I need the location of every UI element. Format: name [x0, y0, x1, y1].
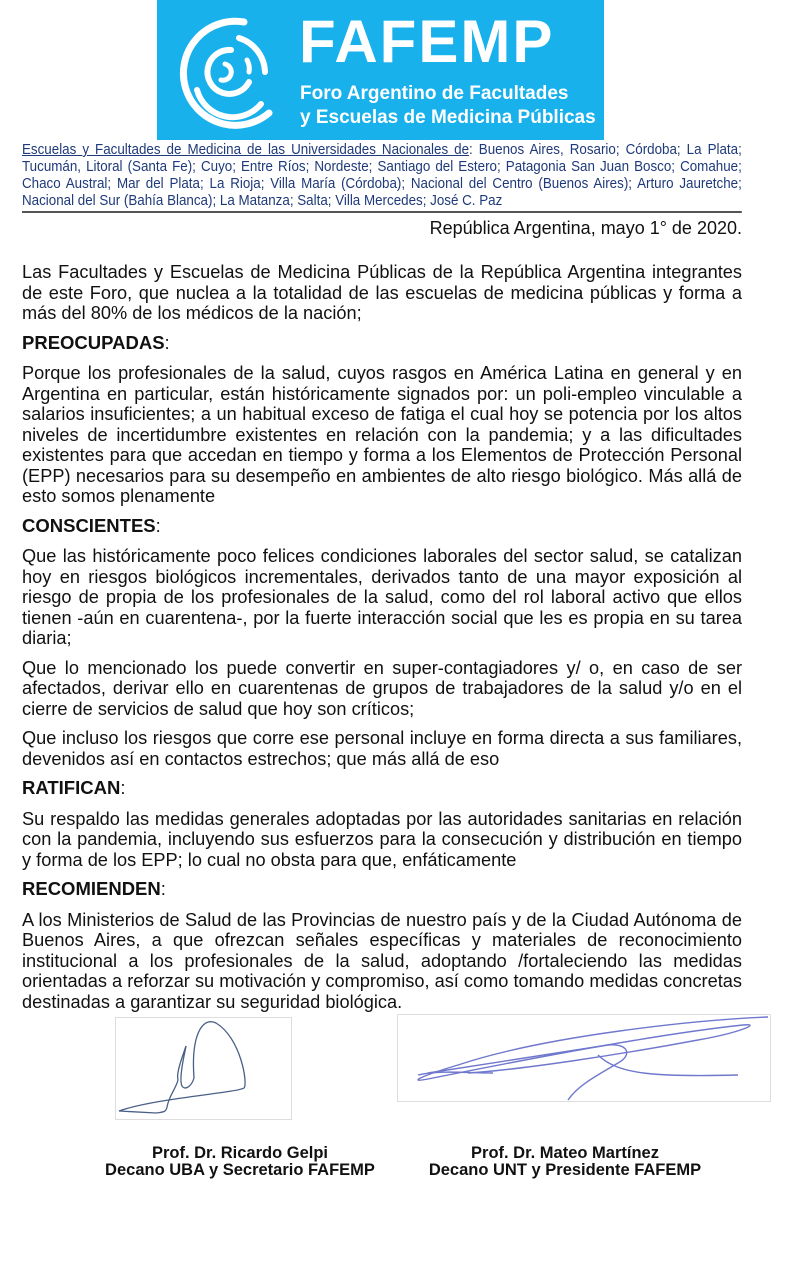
section-heading: RATIFICAN:: [22, 777, 126, 798]
paragraph: A los Ministerios de Salud de las Provincias de nuestro país y de la Ciudad Autónoma de Buenos Aires, a que ofrezcan señales específicas y materiales de reconocimiento institucional a los profesionales de la salud, adoptando /fortaleciendo las medidas orientadas a reforzar su motivación y compromiso, así como tomando medidas concretas destinadas a garantizar su seguridad biológica.: [22, 909, 742, 1012]
fafemp-banner: [157, 0, 604, 140]
paragraph: Su respaldo las medidas generales adoptadas por las autoridades sanitarias en relación con la pandemia, incluyendo sus esfuerzos para la consecución y distribución en tiempo y forma de los EPP; lo cual no obsta para que, enfáticamente: [22, 808, 742, 870]
signer-role: Decano UBA y Secretario FAFEMP: [105, 1161, 375, 1179]
signature-image-martinez: [397, 1014, 771, 1102]
section-heading: PREOCUPADAS:: [22, 331, 170, 353]
brand-subtitle-line1: Foro Argentino de Facultades: [300, 83, 569, 104]
member-universities: [22, 142, 742, 213]
paragraph: Que las históricamente poco felices condiciones laborales del sector salud, se catalizan hoy en riesgos biológicos incrementales, derivados tanto de una mayor exposición al riesgo de propia de los profesionales de la salud, como del rol laboral activo que ellos tienen -aún en cuarentena-, por la fuerte interacción social que les es propia en su tarea diaria;: [22, 546, 742, 648]
brand-name: FAFEMP: [299, 8, 555, 75]
signature-image-gelpi: [115, 1017, 292, 1120]
brand-subtitle-line2: y Escuelas de Medicina Públicas: [300, 107, 596, 128]
section-heading: RECOMIENDEN:: [22, 878, 166, 899]
universities-list: : Buenos Aires, Rosario; Córdoba; La Plata; Tucumán, Litoral (Santa Fe); Cuyo; Entre Ríos; Nordeste; Santiago del Estero; Patagonia San Juan Bosco; Comahue; Chaco Austral; Mar del Plata; La Rioja; Villa María (Córdoba); Nacional del Centro (Buenos Aires); Arturo Jauretche; Nacional del Sur (Bahía Blanca); La Matanza; Salta; Villa Mercedes; José C. Paz: [22, 142, 742, 209]
date-line: República Argentina, mayo 1° de 2020.: [429, 218, 742, 238]
signer-name: Prof. Dr. Ricardo Gelpi: [151, 1144, 329, 1162]
paragraph: Que incluso los riesgos que corre ese personal incluye en forma directa a sus familiares, devenidos así en contactos estrechos; que más allá de eso: [22, 728, 742, 769]
paragraph: Que lo mencionado los puede convertir en super-contagiadores y/ o, en caso de ser afectados, derivar ello en cuarentenas de grupos de trabajadores de la salud y/o en el cierre de servicios de salud que hoy son críticos;: [22, 657, 742, 719]
section-heading: CONSCIENTES:: [22, 514, 161, 536]
handwritten-signature-icon: [116, 1018, 291, 1119]
handwritten-signature-icon: [398, 1015, 770, 1101]
letter-body: [22, 262, 742, 1021]
intro-paragraph: Las Facultades y Escuelas de Medicina Públicas de la República Argentina integrantes de este Foro, que nuclea a la totalidad de las escuelas de medicina públicas y forma a más del 80% de los médicos de la nación;: [22, 262, 742, 323]
signer-role: Decano UNT y Presidente FAFEMP: [428, 1161, 702, 1179]
paragraph: Porque los profesionales de la salud, cuyos rasgos en América Latina en general y en Argentina en particular, están históricamente signados por: un poli-empleo vinculable a salarios insuficientes; a un habitual exceso de fatiga el cual hoy se potencia por los altos niveles de incertidumbre existentes en relación con la pandemia; y a las dificultades existentes para que accedan en tiempo y forma a los Elementos de Protección Personal (EPP) necesarios para su desempeño en ambientes de alto riesgo biológico. Más allá de esto somos plenamente: [22, 363, 742, 506]
signer-gelpi: [90, 1145, 390, 1179]
signer-martinez: [405, 1145, 725, 1179]
concentric-spiral-icon: [169, 8, 287, 132]
universities-lead: Escuelas y Facultades de Medicina de las Universidades Nacionales de: [22, 142, 470, 158]
signer-name: Prof. Dr. Mateo Martínez: [471, 1144, 659, 1162]
